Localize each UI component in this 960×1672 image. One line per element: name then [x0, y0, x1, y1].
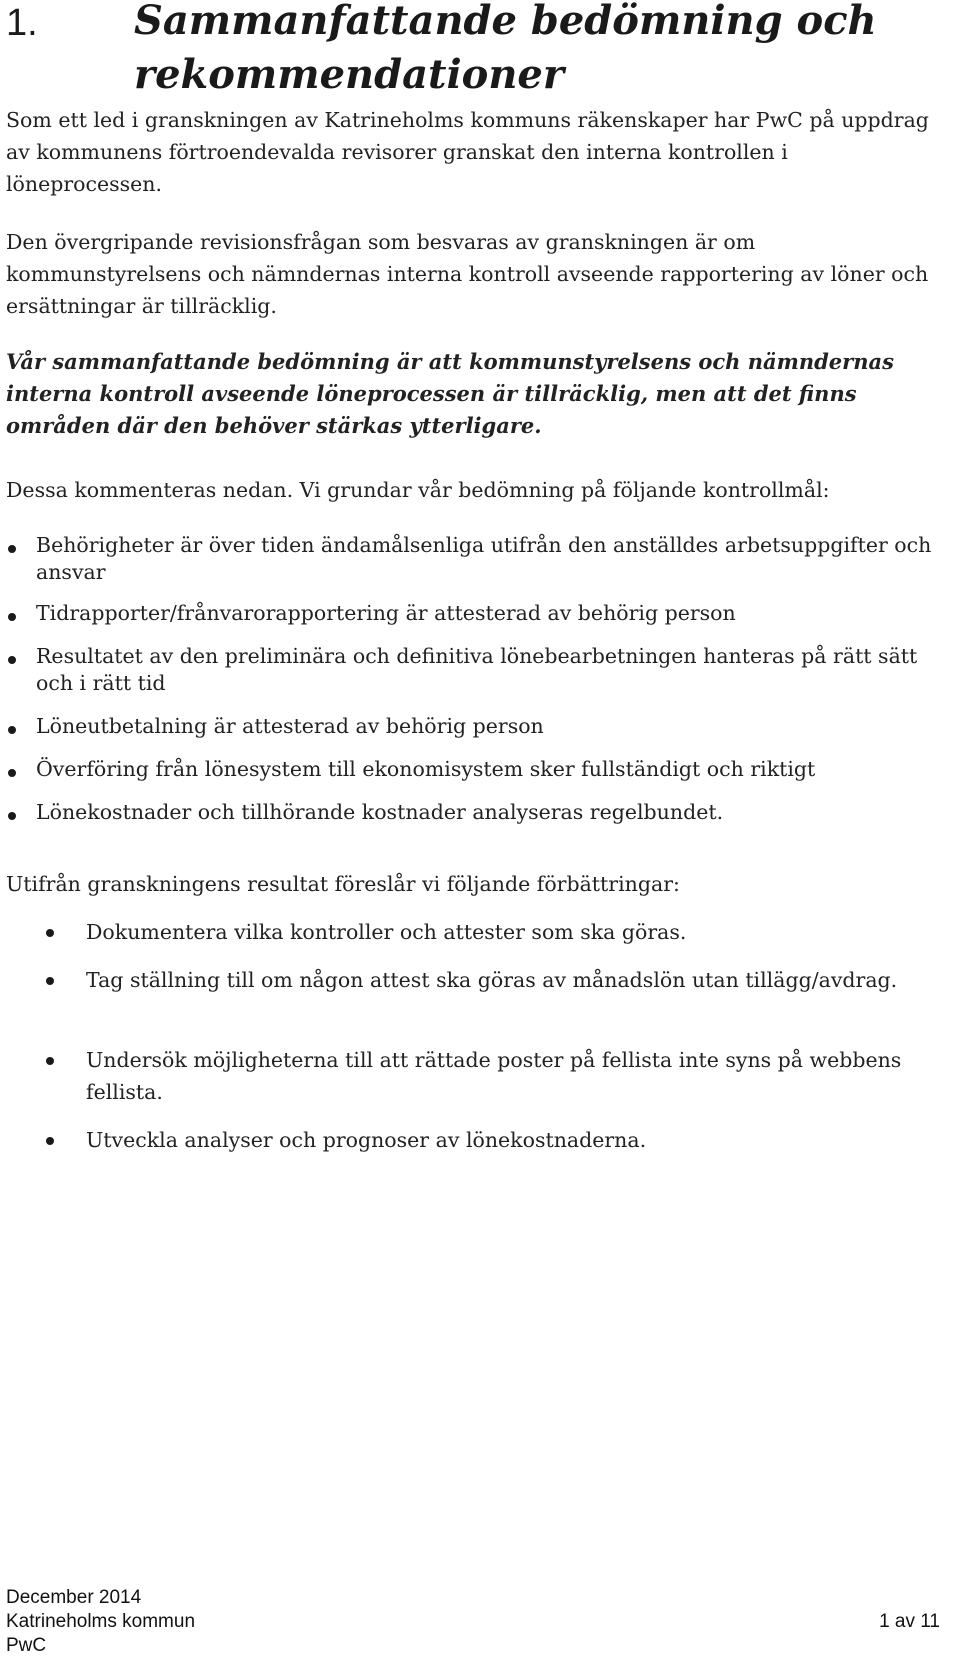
list-item-text: Undersök möjligheterna till att rättade poster på fellista inte syns på webbens fellista.	[86, 1048, 902, 1104]
bullet-icon	[46, 1137, 54, 1145]
list-item-text: Löneutbetalning är attesterad av behörig person	[36, 714, 544, 738]
bullet-icon	[46, 977, 54, 985]
section-number: 1.	[6, 2, 38, 44]
list-item-text: Dokumentera vilka kontroller och attester som ska göras.	[86, 920, 687, 944]
bullet-icon	[8, 545, 16, 553]
list-item	[6, 643, 938, 697]
list-item-text: Tag ställning till om någon attest ska göras av månadslön utan tillägg/avdrag.	[86, 968, 898, 992]
bullet-icon	[46, 929, 54, 937]
bullet-icon	[8, 812, 16, 820]
footer-company-row	[6, 1634, 956, 1658]
list-item	[6, 600, 938, 627]
page-number: 1 av 11	[879, 1611, 940, 1632]
list-item-text: Utveckla analyser och prognoser av lönekostnaderna.	[86, 1128, 647, 1152]
list-item-text: Lönekostnader och tillhörande kostnader analyseras regelbundet.	[36, 800, 724, 824]
bullet-icon	[8, 656, 16, 664]
list-item	[44, 1044, 904, 1108]
control-goals-intro: Dessa kommenteras nedan. Vi grundar vår bedömning på följande kontrollmål:	[6, 478, 830, 502]
audit-question-paragraph: Den övergripande revisionsfrågan som besvaras av granskningen är om kommunstyrelsens och nämndernas interna kontroll avseende rapportering av löner och ersättningar är tillräcklig.	[6, 230, 929, 318]
list-item	[6, 532, 938, 586]
bullet-icon	[8, 613, 16, 621]
footer-date: December 2014	[6, 1587, 142, 1608]
list-item	[6, 756, 938, 783]
footer-organization: Katrineholms kommun	[6, 1611, 196, 1632]
bullet-icon	[8, 726, 16, 734]
intro-paragraph: Som ett led i granskningen av Katrineholms kommuns räkenskaper har PwC på uppdrag av kommunens förtroendevalda revisorer granskat den interna kontrollen i löneprocessen.	[6, 108, 929, 196]
page-footer	[6, 1586, 956, 1658]
list-item	[44, 964, 904, 1028]
control-goals-list	[6, 532, 938, 826]
bullet-icon	[46, 1057, 54, 1065]
footer-company: PwC	[6, 1635, 47, 1656]
list-item-text: Överföring från lönesystem till ekonomisystem sker fullständigt och riktigt	[36, 757, 816, 781]
list-item-text: Resultatet av den preliminära och definitiva lönebearbetningen hanteras på rätt sätt och i rätt tid	[36, 644, 918, 695]
improvements-list	[44, 916, 904, 1156]
list-item-text: Behörigheter är över tiden ändamålsenliga utifrån den anställdes arbetsuppgifter och ansvar	[36, 533, 932, 584]
section-title: Sammanfattande bedömning och rekommendationer	[134, 0, 877, 98]
list-item	[44, 916, 904, 948]
assessment-paragraph: Vår sammanfattande bedömning är att kommunstyrelsens och nämndernas interna kontroll avseende löneprocessen är tillräcklig, men att det finns områden där den behöver stärkas ytterligare.	[6, 349, 894, 438]
footer-org-row	[6, 1610, 956, 1634]
list-item	[6, 799, 938, 826]
bullet-icon	[8, 769, 16, 777]
list-item	[6, 713, 938, 740]
list-item	[44, 1124, 904, 1156]
improvements-intro: Utifrån granskningens resultat föreslår vi följande förbättringar:	[6, 872, 680, 896]
footer-date-row	[6, 1586, 956, 1610]
list-item-text: Tidrapporter/frånvarorapportering är attesterad av behörig person	[36, 601, 736, 625]
